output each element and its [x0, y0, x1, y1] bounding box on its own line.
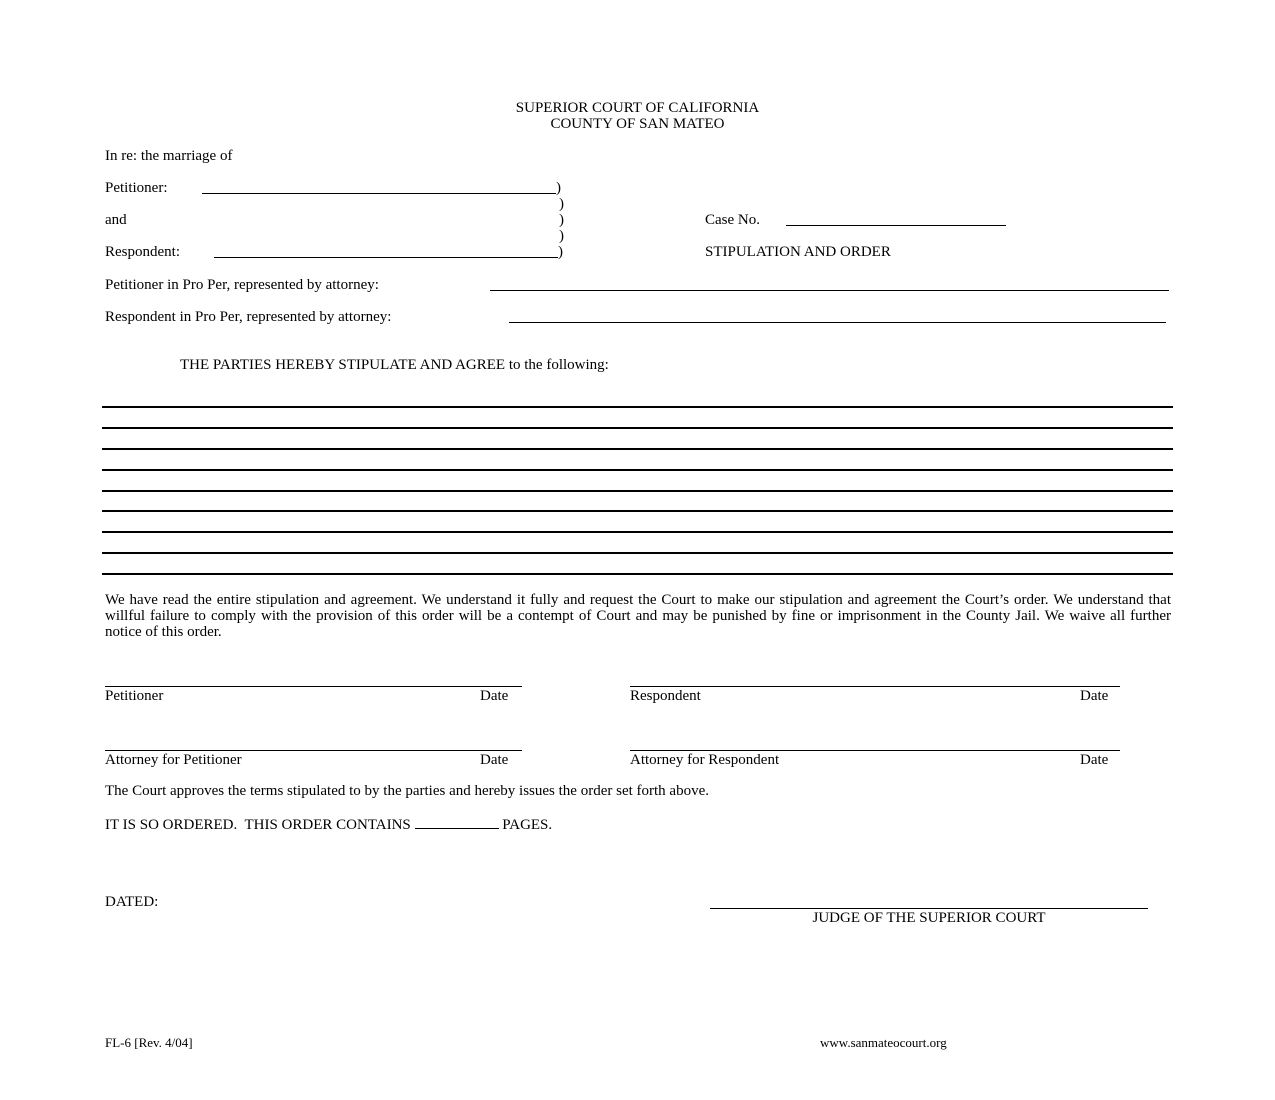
stipulation-term-line[interactable]: [102, 448, 1173, 450]
caption-paren: ): [558, 244, 563, 260]
respondent-attorney-label: Respondent in Pro Per, represented by attorney:: [105, 309, 392, 325]
court-approval-text: The Court approves the terms stipulated to by the parties and hereby issues the order set forth above.: [105, 783, 709, 799]
court-name: SUPERIOR COURT OF CALIFORNIA: [515, 100, 760, 116]
case-no-label: Case No.: [705, 212, 760, 228]
form-id: FL-6 [Rev. 4/04]: [105, 1035, 193, 1050]
and-label: and: [105, 212, 127, 228]
stipulation-term-line[interactable]: [102, 552, 1173, 554]
stipulation-term-line[interactable]: [102, 531, 1173, 533]
date-label: Date: [480, 688, 509, 704]
respondent-label: Respondent:: [105, 244, 180, 260]
so-ordered-prefix: IT IS SO ORDERED. THIS ORDER CONTAINS: [105, 817, 411, 833]
caption-paren: ): [556, 180, 561, 196]
date-label: Date: [1080, 752, 1109, 768]
attorney-respondent-signature-line[interactable]: [630, 750, 1120, 751]
attorney-respondent-label: Attorney for Respondent: [630, 752, 780, 768]
petitioner-attorney-field[interactable]: [490, 277, 1169, 295]
stipulation-term-line[interactable]: [102, 406, 1173, 408]
so-ordered-line: [105, 815, 552, 833]
attorney-petitioner-label: Attorney for Petitioner: [105, 752, 242, 768]
respondent-signature-line[interactable]: [630, 686, 1120, 687]
stipulation-term-line[interactable]: [102, 427, 1173, 429]
dated-label: DATED:: [105, 894, 159, 910]
respondent-attorney-field[interactable]: [509, 309, 1166, 327]
so-ordered-suffix: PAGES.: [502, 817, 553, 833]
petitioner-signature-line[interactable]: [105, 686, 522, 687]
stipulation-intro: THE PARTIES HEREBY STIPULATE AND AGREE to the following:: [180, 357, 609, 373]
date-label: Date: [480, 752, 509, 768]
respondent-signature-label: Respondent: [630, 688, 701, 704]
petitioner-name-field[interactable]: [202, 180, 556, 198]
judge-signature-line[interactable]: [710, 908, 1148, 909]
in-re-label: In re: the marriage of: [105, 148, 233, 164]
date-label: Date: [1080, 688, 1109, 704]
stipulation-term-line[interactable]: [102, 469, 1173, 471]
acknowledgment-paragraph: We have read the entire stipulation and agreement. We understand it fully and request the Court to make our stipulation and agreement the Court’s order. We understand that willful failure to comply with the provision of this order will be a contempt of Court and may be punished by fine or imprisonment in the County Jail. We waive all further notice of this order.: [105, 592, 1171, 640]
caption-paren: ): [559, 196, 564, 212]
petitioner-label: Petitioner:: [105, 180, 168, 196]
petitioner-attorney-label: Petitioner in Pro Per, represented by attorney:: [105, 277, 379, 293]
caption-paren: ): [559, 228, 564, 244]
case-no-field[interactable]: [786, 212, 1006, 230]
attorney-petitioner-signature-line[interactable]: [105, 750, 522, 751]
judge-title: JUDGE OF THE SUPERIOR COURT: [812, 910, 1046, 926]
page-count-field[interactable]: [415, 815, 499, 829]
stipulation-term-line[interactable]: [102, 573, 1173, 575]
court-website[interactable]: www.sanmateocourt.org: [820, 1035, 947, 1050]
document-title: STIPULATION AND ORDER: [705, 244, 891, 260]
caption-paren: ): [559, 212, 564, 228]
county-name: COUNTY OF SAN MATEO: [550, 116, 725, 132]
petitioner-signature-label: Petitioner: [105, 688, 164, 704]
respondent-name-field[interactable]: [214, 244, 558, 262]
stipulation-term-line[interactable]: [102, 510, 1173, 512]
stipulation-term-line[interactable]: [102, 490, 1173, 492]
